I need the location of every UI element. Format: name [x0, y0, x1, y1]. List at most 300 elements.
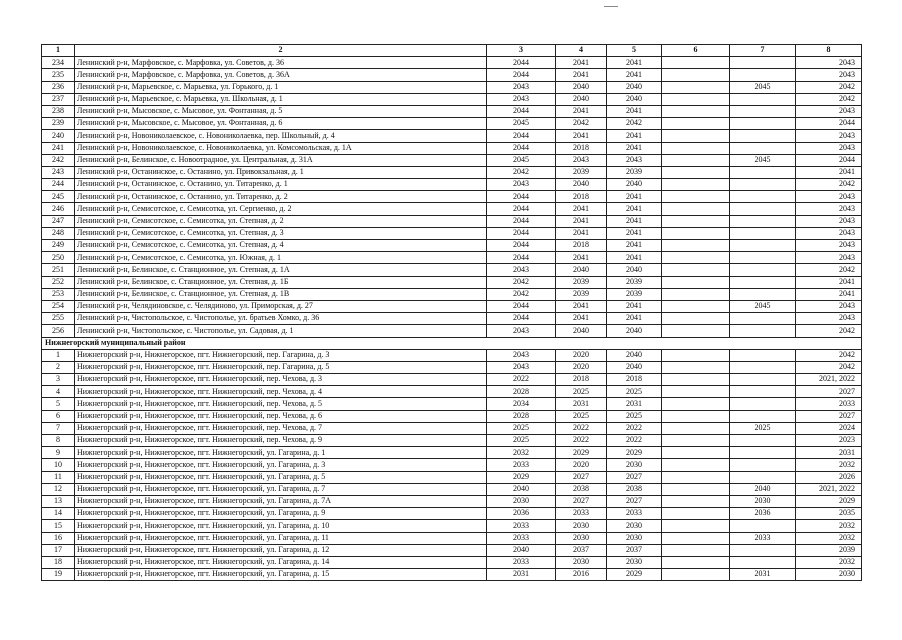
row-number: 249	[42, 240, 75, 252]
col7-cell	[730, 374, 796, 386]
col3-cell: 2031	[487, 569, 556, 581]
col5-cell: 2018	[607, 374, 662, 386]
col3-cell: 2042	[487, 288, 556, 300]
table-row	[42, 386, 862, 398]
address-cell: Нижнегорский р-н, Нижнегорское, пгт. Нижнегорский, ул. Гагарина, д. 11	[75, 532, 487, 544]
row-number: 7	[42, 422, 75, 434]
col8-cell: 2043	[796, 191, 862, 203]
col3-cell: 2040	[487, 544, 556, 556]
address-cell: Ленинский р-н, Семисотское, с. Семисотка, ул. Сергиенко, д. 2	[75, 203, 487, 215]
table-row	[42, 435, 862, 447]
col7-cell	[730, 276, 796, 288]
header-col-1: 1	[42, 45, 75, 57]
col6-cell	[662, 410, 730, 422]
col3-cell: 2043	[487, 349, 556, 361]
col6-cell	[662, 105, 730, 117]
col6-cell	[662, 569, 730, 581]
address-cell: Ленинский р-н, Новониколаевское, с. Новониколаевка, пер. Школьный, д. 4	[75, 130, 487, 142]
col3-cell: 2044	[487, 191, 556, 203]
col5-cell: 2027	[607, 471, 662, 483]
col4-cell: 2030	[556, 520, 607, 532]
col7-cell	[730, 105, 796, 117]
row-number: 11	[42, 471, 75, 483]
col8-cell: 2032	[796, 556, 862, 568]
col6-cell	[662, 361, 730, 373]
address-cell: Нижнегорский р-н, Нижнегорское, пгт. Нижнегорский, ул. Гагарина, д. 10	[75, 520, 487, 532]
col7-cell: 2033	[730, 532, 796, 544]
col8-cell: 2044	[796, 118, 862, 130]
col7-cell	[730, 69, 796, 81]
table-row	[42, 166, 862, 178]
col5-cell: 2025	[607, 410, 662, 422]
col5-cell: 2040	[607, 361, 662, 373]
address-cell: Ленинский р-н, Семисотское, с. Семисотка, ул. Степная, д. 3	[75, 227, 487, 239]
table-row	[42, 203, 862, 215]
row-number: 244	[42, 179, 75, 191]
col7-cell	[730, 471, 796, 483]
row-number: 252	[42, 276, 75, 288]
col5-cell: 2041	[607, 57, 662, 69]
col7-cell: 2030	[730, 495, 796, 507]
col8-cell: 2043	[796, 215, 862, 227]
col5-cell: 2033	[607, 508, 662, 520]
col6-cell	[662, 471, 730, 483]
col7-cell: 2031	[730, 569, 796, 581]
row-number: 5	[42, 398, 75, 410]
address-cell: Ленинский р-н, Марфовское, с. Марфовка, ул. Советов, д. 36	[75, 57, 487, 69]
col6-cell	[662, 252, 730, 264]
col3-cell: 2028	[487, 410, 556, 422]
col3-cell: 2033	[487, 520, 556, 532]
col7-cell	[730, 410, 796, 422]
row-number: 242	[42, 154, 75, 166]
table-row	[42, 483, 862, 495]
col7-cell	[730, 288, 796, 300]
col8-cell: 2043	[796, 142, 862, 154]
scan-mark	[604, 6, 618, 7]
table-row	[42, 313, 862, 325]
col4-cell: 2020	[556, 361, 607, 373]
col7-cell: 2045	[730, 300, 796, 312]
col3-cell: 2043	[487, 179, 556, 191]
address-cell: Ленинский р-н, Мысовское, с. Мысовое, ул. Фонтанная, д. 5	[75, 105, 487, 117]
col5-cell: 2041	[607, 105, 662, 117]
col7-cell	[730, 349, 796, 361]
col6-cell	[662, 495, 730, 507]
col3-cell: 2045	[487, 154, 556, 166]
table-row	[42, 361, 862, 373]
row-number: 253	[42, 288, 75, 300]
address-cell: Нижнегорский р-н, Нижнегорское, пгт. Нижнегорский, ул. Гагарина, д. 7	[75, 483, 487, 495]
address-cell: Нижнегорский р-н, Нижнегорское, пгт. Нижнегорский, пер. Чехова, д. 5	[75, 398, 487, 410]
address-cell: Ленинский р-н, Марьевское, с. Марьевка, ул. Школьная, д. 1	[75, 93, 487, 105]
col7-cell	[730, 179, 796, 191]
col8-cell: 2043	[796, 252, 862, 264]
col8-cell: 2035	[796, 508, 862, 520]
col8-cell: 2042	[796, 361, 862, 373]
col3-cell: 2032	[487, 447, 556, 459]
col5-cell: 2038	[607, 483, 662, 495]
col7-cell	[730, 544, 796, 556]
col4-cell: 2042	[556, 118, 607, 130]
table-row	[42, 508, 862, 520]
col6-cell	[662, 142, 730, 154]
col7-cell	[730, 166, 796, 178]
col3-cell: 2044	[487, 130, 556, 142]
col7-cell	[730, 361, 796, 373]
table-row	[42, 422, 862, 434]
col6-cell	[662, 215, 730, 227]
col4-cell: 2020	[556, 349, 607, 361]
header-col-7: 7	[730, 45, 796, 57]
table-row	[42, 349, 862, 361]
col7-cell	[730, 142, 796, 154]
table-body	[42, 57, 862, 581]
col3-cell: 2025	[487, 422, 556, 434]
col7-cell	[730, 191, 796, 203]
address-cell: Ленинский р-н, Останинское, с. Останино, ул. Титаренко, д. 2	[75, 191, 487, 203]
row-number: 10	[42, 459, 75, 471]
col3-cell: 2025	[487, 435, 556, 447]
col5-cell: 2040	[607, 325, 662, 337]
table-row	[42, 105, 862, 117]
col7-cell	[730, 386, 796, 398]
col8-cell: 2042	[796, 325, 862, 337]
table-row	[42, 252, 862, 264]
col8-cell: 2021, 2022	[796, 483, 862, 495]
col7-cell: 2025	[730, 422, 796, 434]
header-row	[42, 45, 862, 57]
table-row	[42, 191, 862, 203]
row-number: 14	[42, 508, 75, 520]
row-number: 255	[42, 313, 75, 325]
col5-cell: 2040	[607, 264, 662, 276]
col8-cell: 2026	[796, 471, 862, 483]
table-row	[42, 142, 862, 154]
header-col-4: 4	[556, 45, 607, 57]
address-cell: Ленинский р-н, Белинское, с. Станционное, ул. Степная, д. 1В	[75, 288, 487, 300]
col5-cell: 2031	[607, 398, 662, 410]
col5-cell: 2040	[607, 179, 662, 191]
col8-cell: 2043	[796, 105, 862, 117]
col3-cell: 2044	[487, 227, 556, 239]
row-number: 15	[42, 520, 75, 532]
schedule-table	[41, 44, 862, 581]
col8-cell: 2043	[796, 203, 862, 215]
col7-cell	[730, 313, 796, 325]
col3-cell: 2043	[487, 264, 556, 276]
col6-cell	[662, 179, 730, 191]
col3-cell: 2033	[487, 532, 556, 544]
col7-cell	[730, 57, 796, 69]
table-row	[42, 520, 862, 532]
address-cell: Нижнегорский р-н, Нижнегорское, пгт. Нижнегорский, пер. Чехова, д. 3	[75, 374, 487, 386]
col3-cell: 2042	[487, 166, 556, 178]
col8-cell: 2042	[796, 349, 862, 361]
col4-cell: 2041	[556, 203, 607, 215]
col6-cell	[662, 435, 730, 447]
col7-cell	[730, 118, 796, 130]
table-row	[42, 57, 862, 69]
address-cell: Ленинский р-н, Марьевское, с. Марьевка, ул. Горького, д. 1	[75, 81, 487, 93]
col4-cell: 2029	[556, 447, 607, 459]
col6-cell	[662, 532, 730, 544]
table-row	[42, 130, 862, 142]
col3-cell: 2043	[487, 325, 556, 337]
col6-cell	[662, 130, 730, 142]
col3-cell: 2043	[487, 361, 556, 373]
col5-cell: 2040	[607, 93, 662, 105]
col3-cell: 2044	[487, 69, 556, 81]
col7-cell	[730, 264, 796, 276]
col4-cell: 2041	[556, 215, 607, 227]
col4-cell: 2041	[556, 69, 607, 81]
address-cell: Нижнегорский р-н, Нижнегорское, пгт. Нижнегорский, ул. Гагарина, д. 14	[75, 556, 487, 568]
col4-cell: 2039	[556, 166, 607, 178]
row-number: 237	[42, 93, 75, 105]
col8-cell: 2042	[796, 264, 862, 276]
col7-cell	[730, 130, 796, 142]
col5-cell: 2040	[607, 349, 662, 361]
table-row	[42, 569, 862, 581]
row-number: 234	[42, 57, 75, 69]
col4-cell: 2041	[556, 105, 607, 117]
col6-cell	[662, 398, 730, 410]
address-cell: Нижнегорский р-н, Нижнегорское, пгт. Нижнегорский, ул. Гагарина, д. 5	[75, 471, 487, 483]
col7-cell	[730, 459, 796, 471]
header-col-6: 6	[662, 45, 730, 57]
address-cell: Ленинский р-н, Семисотское, с. Семисотка, ул. Степная, д. 4	[75, 240, 487, 252]
col5-cell: 2041	[607, 203, 662, 215]
col4-cell: 2027	[556, 495, 607, 507]
table-row	[42, 154, 862, 166]
col5-cell: 2022	[607, 435, 662, 447]
table-row	[42, 227, 862, 239]
col3-cell: 2044	[487, 240, 556, 252]
col8-cell: 2041	[796, 166, 862, 178]
col6-cell	[662, 459, 730, 471]
col6-cell	[662, 374, 730, 386]
col8-cell: 2043	[796, 130, 862, 142]
col3-cell: 2044	[487, 300, 556, 312]
col3-cell: 2028	[487, 386, 556, 398]
col5-cell: 2029	[607, 569, 662, 581]
col6-cell	[662, 240, 730, 252]
col7-cell	[730, 252, 796, 264]
row-number: 248	[42, 227, 75, 239]
col7-cell	[730, 93, 796, 105]
col4-cell: 2031	[556, 398, 607, 410]
col6-cell	[662, 166, 730, 178]
col5-cell: 2030	[607, 459, 662, 471]
col4-cell: 2038	[556, 483, 607, 495]
col3-cell: 2030	[487, 495, 556, 507]
col6-cell	[662, 57, 730, 69]
col8-cell: 2043	[796, 313, 862, 325]
col3-cell: 2042	[487, 276, 556, 288]
address-cell: Нижнегорский р-н, Нижнегорское, пгт. Нижнегорский, пер. Гагарина, д. 5	[75, 361, 487, 373]
col6-cell	[662, 386, 730, 398]
col4-cell: 2040	[556, 264, 607, 276]
address-cell: Ленинский р-н, Новониколаевское, с. Новониколаевка, ул. Комсомольская, д. 1А	[75, 142, 487, 154]
table-row	[42, 264, 862, 276]
col4-cell: 2030	[556, 532, 607, 544]
col6-cell	[662, 288, 730, 300]
header-col-8: 8	[796, 45, 862, 57]
address-cell: Нижнегорский р-н, Нижнегорское, пгт. Нижнегорский, ул. Гагарина, д. 15	[75, 569, 487, 581]
table-row	[42, 495, 862, 507]
row-number: 236	[42, 81, 75, 93]
address-cell: Ленинский р-н, Семисотское, с. Семисотка, ул. Южная, д. 1	[75, 252, 487, 264]
col8-cell: 2021, 2022	[796, 374, 862, 386]
col4-cell: 2041	[556, 252, 607, 264]
col4-cell: 2020	[556, 459, 607, 471]
row-number: 240	[42, 130, 75, 142]
col5-cell: 2029	[607, 447, 662, 459]
col8-cell: 2041	[796, 276, 862, 288]
col5-cell: 2022	[607, 422, 662, 434]
row-number: 251	[42, 264, 75, 276]
address-cell: Ленинский р-н, Марфовское, с. Марфовка, ул. Советов, д. 36А	[75, 69, 487, 81]
col4-cell: 2037	[556, 544, 607, 556]
address-cell: Нижнегорский р-н, Нижнегорское, пгт. Нижнегорский, ул. Гагарина, д. 7А	[75, 495, 487, 507]
col4-cell: 2039	[556, 276, 607, 288]
col8-cell: 2032	[796, 520, 862, 532]
address-cell: Нижнегорский р-н, Нижнегорское, пгт. Нижнегорский, ул. Гагарина, д. 1	[75, 447, 487, 459]
row-number: 239	[42, 118, 75, 130]
address-cell: Ленинский р-н, Останинское, с. Останино, ул. Привокзальная, д. 1	[75, 166, 487, 178]
table-row	[42, 276, 862, 288]
table-row	[42, 118, 862, 130]
col7-cell	[730, 398, 796, 410]
col4-cell: 2025	[556, 410, 607, 422]
col8-cell: 2041	[796, 288, 862, 300]
row-number: 243	[42, 166, 75, 178]
col6-cell	[662, 69, 730, 81]
col3-cell: 2044	[487, 142, 556, 154]
address-cell: Ленинский р-н, Мысовское, с. Мысовое, ул. Фонтанная, д. 6	[75, 118, 487, 130]
col5-cell: 2041	[607, 300, 662, 312]
document-page	[41, 44, 862, 581]
col6-cell	[662, 118, 730, 130]
address-cell: Ленинский р-н, Белинское, с. Станционное, ул. Степная, д. 1А	[75, 264, 487, 276]
col4-cell: 2025	[556, 386, 607, 398]
row-number: 3	[42, 374, 75, 386]
address-cell: Нижнегорский р-н, Нижнегорское, пгт. Нижнегорский, пер. Чехова, д. 6	[75, 410, 487, 422]
address-cell: Нижнегорский р-н, Нижнегорское, пгт. Нижнегорский, пер. Чехова, д. 7	[75, 422, 487, 434]
col6-cell	[662, 349, 730, 361]
col6-cell	[662, 483, 730, 495]
col5-cell: 2025	[607, 386, 662, 398]
col8-cell: 2033	[796, 398, 862, 410]
col4-cell: 2027	[556, 471, 607, 483]
col5-cell: 2027	[607, 495, 662, 507]
col5-cell: 2039	[607, 276, 662, 288]
col8-cell: 2027	[796, 410, 862, 422]
address-cell: Ленинский р-н, Белинское, с. Новоотрадное, ул. Центральная, д. 31А	[75, 154, 487, 166]
col5-cell: 2030	[607, 532, 662, 544]
col3-cell: 2033	[487, 556, 556, 568]
col8-cell: 2027	[796, 386, 862, 398]
table-row	[42, 544, 862, 556]
row-number: 2	[42, 361, 75, 373]
address-cell: Нижнегорский р-н, Нижнегорское, пгт. Нижнегорский, пер. Гагарина, д. 3	[75, 349, 487, 361]
col8-cell: 2043	[796, 69, 862, 81]
col7-cell: 2040	[730, 483, 796, 495]
col6-cell	[662, 556, 730, 568]
col6-cell	[662, 276, 730, 288]
col4-cell: 2018	[556, 142, 607, 154]
row-number: 8	[42, 435, 75, 447]
col5-cell: 2041	[607, 240, 662, 252]
col6-cell	[662, 313, 730, 325]
table-row	[42, 81, 862, 93]
table-row	[42, 374, 862, 386]
row-number: 245	[42, 191, 75, 203]
row-number: 9	[42, 447, 75, 459]
col8-cell: 2043	[796, 300, 862, 312]
col5-cell: 2041	[607, 191, 662, 203]
col8-cell: 2032	[796, 459, 862, 471]
address-cell: Нижнегорский р-н, Нижнегорское, пгт. Нижнегорский, пер. Чехова, д. 4	[75, 386, 487, 398]
col4-cell: 2041	[556, 57, 607, 69]
col3-cell: 2022	[487, 374, 556, 386]
col8-cell: 2042	[796, 81, 862, 93]
table-row	[42, 447, 862, 459]
row-number: 250	[42, 252, 75, 264]
col6-cell	[662, 81, 730, 93]
col7-cell	[730, 435, 796, 447]
row-number: 12	[42, 483, 75, 495]
address-cell: Нижнегорский р-н, Нижнегорское, пгт. Нижнегорский, ул. Гагарина, д. 9	[75, 508, 487, 520]
col8-cell: 2031	[796, 447, 862, 459]
col4-cell: 2016	[556, 569, 607, 581]
table-row	[42, 556, 862, 568]
col5-cell: 2042	[607, 118, 662, 130]
table-row	[42, 240, 862, 252]
row-number: 235	[42, 69, 75, 81]
row-number: 6	[42, 410, 75, 422]
col5-cell: 2037	[607, 544, 662, 556]
col8-cell: 2024	[796, 422, 862, 434]
table-row	[42, 215, 862, 227]
col7-cell	[730, 556, 796, 568]
row-number: 256	[42, 325, 75, 337]
col6-cell	[662, 300, 730, 312]
col3-cell: 2029	[487, 471, 556, 483]
col4-cell: 2041	[556, 130, 607, 142]
col8-cell: 2043	[796, 57, 862, 69]
table-row	[42, 532, 862, 544]
col4-cell: 2043	[556, 154, 607, 166]
col3-cell: 2036	[487, 508, 556, 520]
header-col-3: 3	[487, 45, 556, 57]
col5-cell: 2041	[607, 142, 662, 154]
row-number: 13	[42, 495, 75, 507]
row-number: 254	[42, 300, 75, 312]
col5-cell: 2030	[607, 520, 662, 532]
col8-cell: 2043	[796, 227, 862, 239]
col5-cell: 2041	[607, 215, 662, 227]
col6-cell	[662, 508, 730, 520]
col3-cell: 2043	[487, 93, 556, 105]
address-cell: Ленинский р-н, Останинское, с. Останино, ул. Титаренко, д. 1	[75, 179, 487, 191]
col5-cell: 2040	[607, 81, 662, 93]
col6-cell	[662, 227, 730, 239]
table-row	[42, 325, 862, 337]
table-row	[42, 300, 862, 312]
col5-cell: 2043	[607, 154, 662, 166]
